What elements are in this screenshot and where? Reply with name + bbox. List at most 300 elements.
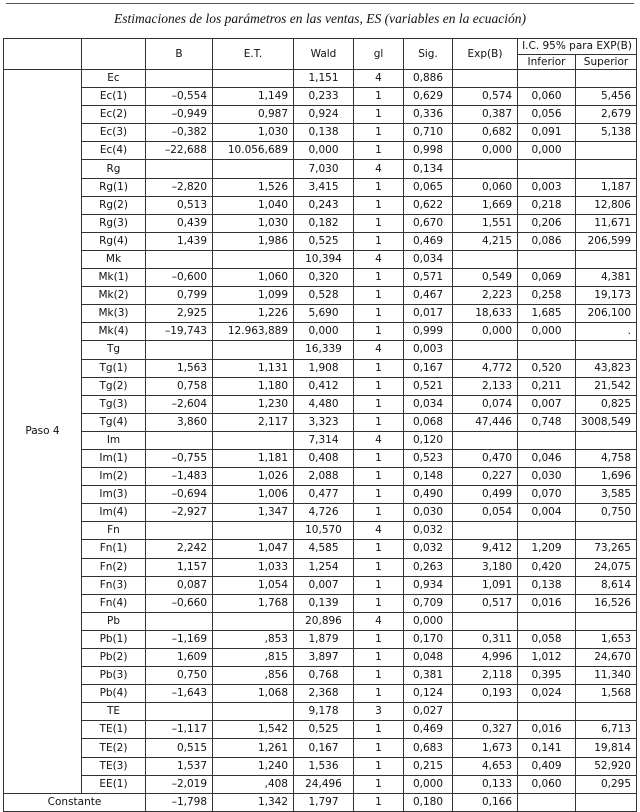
cell-gl: 1 [354,540,404,558]
cell-lower: 0,060 [518,88,576,106]
cell-lower: 0,211 [518,377,576,395]
cell-b [146,522,213,540]
cell-sig: 0,629 [404,88,453,106]
cell-sig: 0,683 [404,739,453,757]
cell-b: –0,554 [146,88,213,106]
cell-sig: 0,999 [404,323,453,341]
col-header-ci: I.C. 95% para EXP(B) [518,39,637,55]
cell-se: 1,099 [213,287,294,305]
row-label: Mk(1) [82,269,146,287]
row-label: Rg(3) [82,214,146,232]
cell-wald: 9,178 [294,703,354,721]
cell-se: 1,542 [213,721,294,739]
cell-b: –1,169 [146,630,213,648]
cell-expb: 2,118 [453,667,518,685]
row-label: Tg(2) [82,377,146,395]
row-label: Pb(4) [82,685,146,703]
cell-wald: 3,897 [294,649,354,667]
cell-b: 2,242 [146,540,213,558]
cell-wald: 0,138 [294,124,354,142]
table-row [4,703,637,721]
cell-upper: 4,758 [576,449,637,467]
cell-lower: 0,395 [518,667,576,685]
cell-sig: 0,003 [404,341,453,359]
cell-expb [453,160,518,178]
cell-se: 1,030 [213,124,294,142]
cell-sig: 0,000 [404,612,453,630]
cell-sig: 0,017 [404,305,453,323]
cell-upper: 8,614 [576,576,637,594]
table-row [4,612,637,630]
cell-gl: 1 [354,232,404,250]
cell-expb: 0,682 [453,124,518,142]
row-label: Rg [82,160,146,178]
row-label: Im(2) [82,468,146,486]
cell-gl: 1 [354,214,404,232]
cell-gl: 1 [354,667,404,685]
cell-wald: 1,254 [294,558,354,576]
cell-gl: 1 [354,449,404,467]
row-label: Mk(4) [82,323,146,341]
cell-lower: 0,024 [518,685,576,703]
cell-upper: 21,542 [576,377,637,395]
cell-sig: 0,180 [404,793,453,811]
cell-gl: 1 [354,649,404,667]
cell-gl: 1 [354,269,404,287]
cell-sig: 0,170 [404,630,453,648]
table-row [4,757,637,775]
cell-gl: 1 [354,88,404,106]
table-row [4,142,637,160]
cell-sig: 0,030 [404,504,453,522]
cell-sig: 0,381 [404,667,453,685]
table-row [4,323,637,341]
cell-gl: 3 [354,703,404,721]
cell-expb: 0,060 [453,178,518,196]
cell-sig: 0,134 [404,160,453,178]
cell-gl: 1 [354,594,404,612]
cell-wald: 0,412 [294,377,354,395]
cell-upper: 5,456 [576,88,637,106]
cell-expb: 47,446 [453,413,518,431]
cell-lower: 0,258 [518,287,576,305]
cell-se: 1,347 [213,504,294,522]
row-label: Fn(1) [82,540,146,558]
cell-lower: 0,016 [518,594,576,612]
stub-header [4,39,82,70]
cell-wald: 1,536 [294,757,354,775]
cell-lower: 0,000 [518,142,576,160]
cell-b [146,703,213,721]
cell-gl: 1 [354,395,404,413]
cell-b: –0,382 [146,124,213,142]
cell-wald: 7,314 [294,431,354,449]
row-label: Mk [82,250,146,268]
cell-upper: 1,653 [576,630,637,648]
cell-sig: 0,467 [404,287,453,305]
cell-lower: 0,030 [518,468,576,486]
cell-se: 1,054 [213,576,294,594]
cell-b: –0,660 [146,594,213,612]
table-row [4,558,637,576]
cell-b: 1,157 [146,558,213,576]
table-row [4,793,637,811]
cell-se: 1,047 [213,540,294,558]
cell-gl: 1 [354,124,404,142]
cell-sig: 0,034 [404,395,453,413]
cell-gl: 1 [354,305,404,323]
row-label: Im(1) [82,449,146,467]
table-row [4,431,637,449]
cell-gl: 1 [354,576,404,594]
cell-lower [518,703,576,721]
row-label: Im(4) [82,504,146,522]
cell-sig: 0,068 [404,413,453,431]
cell-sig: 0,124 [404,685,453,703]
row-label: Pb [82,612,146,630]
cell-upper: 3,585 [576,486,637,504]
table-row [4,775,637,793]
row-label: TE(3) [82,757,146,775]
cell-expb: 9,412 [453,540,518,558]
cell-sig: 0,934 [404,576,453,594]
cell-wald: 0,768 [294,667,354,685]
cell-expb [453,70,518,88]
cell-wald: 0,320 [294,269,354,287]
col-header-sig: Sig. [404,39,453,70]
col-header-b: B [146,39,213,70]
cell-se [213,70,294,88]
cell-se: 0,987 [213,106,294,124]
cell-expb: 0,166 [453,793,518,811]
cell-wald: 7,030 [294,160,354,178]
cell-gl: 1 [354,142,404,160]
cell-upper: 73,265 [576,540,637,558]
cell-lower [518,70,576,88]
cell-b: 0,513 [146,196,213,214]
row-label: Rg(2) [82,196,146,214]
cell-wald: 1,797 [294,793,354,811]
top-rule [6,3,634,4]
cell-b [146,431,213,449]
cell-b [146,612,213,630]
cell-lower [518,431,576,449]
cell-expb: 0,327 [453,721,518,739]
cell-expb: 4,996 [453,649,518,667]
table-row [4,395,637,413]
cell-upper [576,431,637,449]
cell-upper [576,522,637,540]
cell-upper [576,793,637,811]
table-row [4,160,637,178]
cell-lower: 0,060 [518,775,576,793]
cell-wald: 0,139 [294,594,354,612]
cell-wald: 0,525 [294,721,354,739]
cell-wald: 1,908 [294,359,354,377]
cell-se: 1,006 [213,486,294,504]
cell-upper: 11,340 [576,667,637,685]
cell-se: 1,342 [213,793,294,811]
cell-expb: 4,772 [453,359,518,377]
row-label: Ec(2) [82,106,146,124]
cell-wald: 20,896 [294,612,354,630]
cell-expb: 18,633 [453,305,518,323]
cell-upper: 1,568 [576,685,637,703]
cell-gl: 1 [354,793,404,811]
cell-upper: 5,138 [576,124,637,142]
cell-wald: 2,088 [294,468,354,486]
cell-upper: 0,750 [576,504,637,522]
row-label: Fn [82,522,146,540]
cell-gl: 4 [354,612,404,630]
cell-se: 1,226 [213,305,294,323]
cell-b: –2,604 [146,395,213,413]
cell-sig: 0,709 [404,594,453,612]
row-label: Tg [82,341,146,359]
cell-b: 0,799 [146,287,213,305]
cell-sig: 0,998 [404,142,453,160]
cell-se: 1,768 [213,594,294,612]
cell-gl: 1 [354,287,404,305]
cell-lower [518,793,576,811]
table-row [4,685,637,703]
cell-upper: 206,599 [576,232,637,250]
cell-expb: 0,000 [453,142,518,160]
cell-lower: 0,046 [518,449,576,467]
cell-expb: 0,499 [453,486,518,504]
cell-upper: 4,381 [576,269,637,287]
cell-wald: 0,924 [294,106,354,124]
row-label: Rg(1) [82,178,146,196]
table-row [4,106,637,124]
cell-lower: 0,056 [518,106,576,124]
step-label: Paso 4 [4,70,82,794]
table-row [4,649,637,667]
table-row [4,196,637,214]
cell-b [146,160,213,178]
cell-b: –0,755 [146,449,213,467]
cell-se: 1,068 [213,685,294,703]
cell-expb [453,612,518,630]
cell-lower: 0,004 [518,504,576,522]
cell-se [213,341,294,359]
cell-gl: 4 [354,522,404,540]
cell-sig: 0,886 [404,70,453,88]
table-row [4,594,637,612]
cell-se: 10.056,689 [213,142,294,160]
cell-expb [453,431,518,449]
cell-lower: 0,091 [518,124,576,142]
cell-expb [453,522,518,540]
table-row [4,232,637,250]
cell-lower: 0,138 [518,576,576,594]
cell-wald: 4,480 [294,395,354,413]
cell-lower: 0,141 [518,739,576,757]
cell-gl: 1 [354,359,404,377]
cell-expb: 1,669 [453,196,518,214]
cell-upper: 0,825 [576,395,637,413]
cell-wald: 3,323 [294,413,354,431]
cell-lower: 1,209 [518,540,576,558]
cell-gl: 1 [354,106,404,124]
cell-upper: . [576,323,637,341]
cell-expb: 0,517 [453,594,518,612]
cell-b: –1,117 [146,721,213,739]
cell-gl: 1 [354,377,404,395]
cell-b: –0,600 [146,269,213,287]
table-row [4,630,637,648]
cell-upper: 11,671 [576,214,637,232]
cell-upper: 12,806 [576,196,637,214]
cell-expb: 2,133 [453,377,518,395]
cell-sig: 0,710 [404,124,453,142]
table-caption: Estimaciones de los parámetros en las ventas, ES (variables en la ecuación) [114,11,526,26]
cell-wald: 4,726 [294,504,354,522]
cell-expb: 0,227 [453,468,518,486]
table-row [4,468,637,486]
cell-sig: 0,065 [404,178,453,196]
cell-upper: 0,295 [576,775,637,793]
cell-wald: 24,496 [294,775,354,793]
cell-lower: 0,218 [518,196,576,214]
cell-expb: 3,180 [453,558,518,576]
row-label: Ec(4) [82,142,146,160]
cell-se [213,703,294,721]
cell-upper: 6,713 [576,721,637,739]
table-row [4,667,637,685]
cell-sig: 0,469 [404,232,453,250]
row-label: Tg(1) [82,359,146,377]
cell-upper: 2,679 [576,106,637,124]
col-header-wald: Wald [294,39,354,70]
cell-lower [518,612,576,630]
cell-gl: 1 [354,323,404,341]
table-row [4,341,637,359]
cell-expb: 4,215 [453,232,518,250]
cell-se: ,815 [213,649,294,667]
cell-wald: 0,525 [294,232,354,250]
cell-upper: 52,920 [576,757,637,775]
cell-se [213,250,294,268]
cell-expb: 1,551 [453,214,518,232]
cell-gl: 1 [354,504,404,522]
cell-wald: 0,000 [294,323,354,341]
cell-gl: 4 [354,160,404,178]
cell-gl: 1 [354,739,404,757]
cell-sig: 0,571 [404,269,453,287]
cell-b: –1,798 [146,793,213,811]
cell-b: –2,820 [146,178,213,196]
cell-wald: 1,879 [294,630,354,648]
cell-gl: 1 [354,685,404,703]
row-label: Tg(4) [82,413,146,431]
cell-se: 1,230 [213,395,294,413]
cell-sig: 0,000 [404,775,453,793]
cell-upper [576,612,637,630]
cell-lower: 0,520 [518,359,576,377]
cell-gl: 1 [354,468,404,486]
cell-sig: 0,120 [404,431,453,449]
cell-se: 2,117 [213,413,294,431]
table-row [4,739,637,757]
row-label: Mk(2) [82,287,146,305]
cell-b: –22,688 [146,142,213,160]
cell-upper: 1,696 [576,468,637,486]
cell-b: 1,537 [146,757,213,775]
cell-gl: 1 [354,721,404,739]
cell-gl: 1 [354,630,404,648]
row-label: Fn(4) [82,594,146,612]
cell-se: 12.963,889 [213,323,294,341]
cell-expb: 0,133 [453,775,518,793]
cell-gl: 4 [354,431,404,449]
row-label: TE(2) [82,739,146,757]
cell-expb: 1,673 [453,739,518,757]
cell-b: 0,087 [146,576,213,594]
cell-expb: 0,470 [453,449,518,467]
cell-lower: 0,058 [518,630,576,648]
cell-sig: 0,622 [404,196,453,214]
cell-sig: 0,490 [404,486,453,504]
cell-sig: 0,048 [404,649,453,667]
row-label: Pb(2) [82,649,146,667]
cell-wald: 10,570 [294,522,354,540]
cell-se: 1,060 [213,269,294,287]
cell-upper: 24,075 [576,558,637,576]
cell-wald: 0,233 [294,88,354,106]
cell-se: ,856 [213,667,294,685]
cell-upper [576,341,637,359]
cell-wald: 0,528 [294,287,354,305]
table-row [4,486,637,504]
cell-sig: 0,523 [404,449,453,467]
cell-upper: 19,814 [576,739,637,757]
table-row [4,721,637,739]
row-label: Im(3) [82,486,146,504]
table-row [4,269,637,287]
row-label: Pb(1) [82,630,146,648]
cell-sig: 0,336 [404,106,453,124]
cell-lower: 0,069 [518,269,576,287]
cell-b: 1,439 [146,232,213,250]
row-label: TE [82,703,146,721]
cell-expb: 0,574 [453,88,518,106]
cell-wald: 0,408 [294,449,354,467]
cell-lower: 1,685 [518,305,576,323]
table-row [4,70,637,88]
cell-sig: 0,215 [404,757,453,775]
cell-sig: 0,032 [404,522,453,540]
cell-expb [453,703,518,721]
cell-lower: 0,409 [518,757,576,775]
row-label: Mk(3) [82,305,146,323]
cell-se: 1,131 [213,359,294,377]
cell-wald: 16,339 [294,341,354,359]
row-label: Tg(3) [82,395,146,413]
cell-wald: 0,477 [294,486,354,504]
cell-expb: 0,193 [453,685,518,703]
cell-se: ,853 [213,630,294,648]
cell-gl: 4 [354,250,404,268]
cell-b: 0,439 [146,214,213,232]
cell-se: 1,149 [213,88,294,106]
cell-lower: 0,003 [518,178,576,196]
row-label: Im [82,431,146,449]
cell-gl: 1 [354,775,404,793]
cell-upper: 24,670 [576,649,637,667]
cell-expb [453,341,518,359]
cell-upper: 16,526 [576,594,637,612]
